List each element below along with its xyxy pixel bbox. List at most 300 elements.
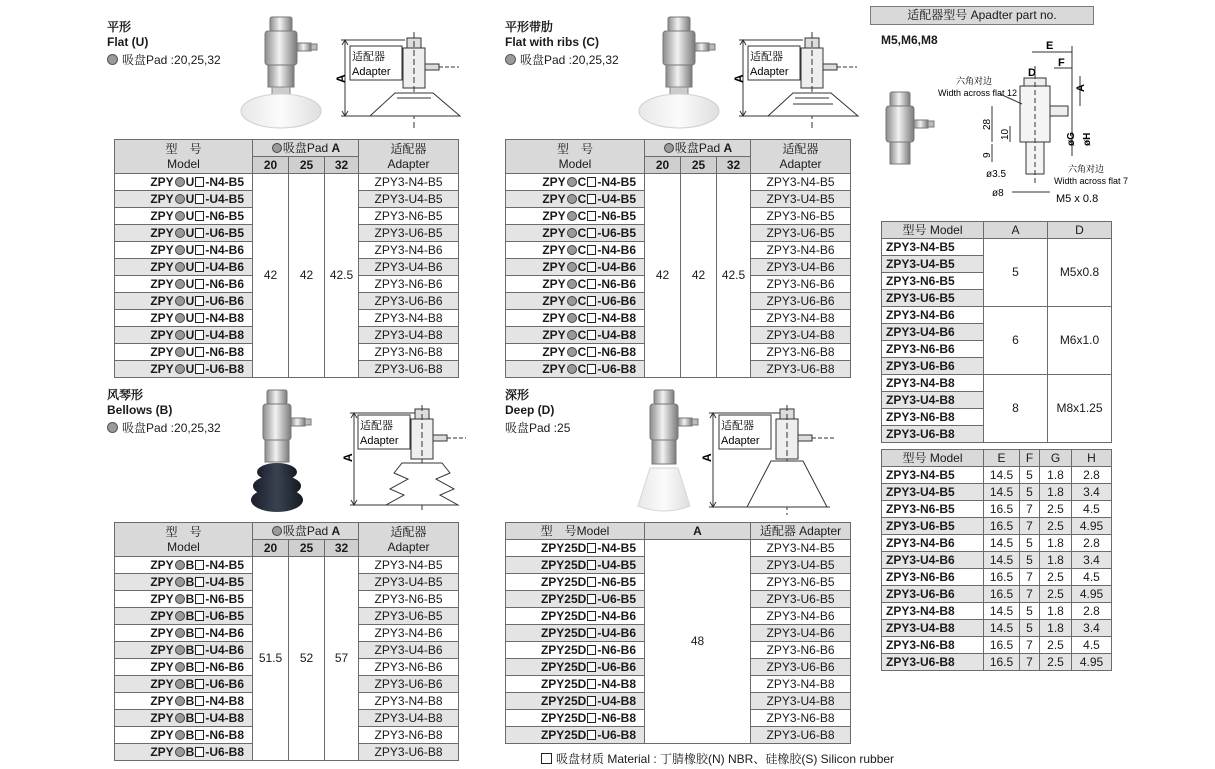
pad-shape-letter: B (185, 744, 195, 759)
table-row (115, 557, 459, 574)
table-row (115, 174, 459, 191)
svg-text:E: E (1046, 40, 1054, 52)
model-prefix: ZPY (150, 710, 174, 725)
table-row (882, 637, 1112, 654)
adapter-cell: ZPY3-N6-B6 (751, 276, 851, 293)
deep-adapter-header: 适配器 Adapter (751, 523, 851, 540)
table-row (882, 501, 1112, 518)
f-cell: 7 (1020, 654, 1040, 671)
bellows-adapter-drawing (340, 405, 470, 515)
deep-title-zh: 深形 (505, 388, 530, 402)
h-cell: 4.95 (1072, 654, 1112, 671)
bellows-spec-table (114, 522, 459, 761)
model-suffix: -U6-B8 (205, 744, 244, 759)
pad-size-dot-icon (175, 594, 185, 604)
adapter-model-cell: ZPY3-N6-B6 (882, 569, 984, 586)
adapter-cell: ZPY3-U6-B6 (751, 659, 851, 676)
adapter-en-label: Adapter (352, 66, 391, 78)
adapter-cell: ZPY3-N6-B5 (359, 591, 459, 608)
model-code-cell (506, 591, 645, 608)
model-suffix: -U6-B6 (205, 293, 244, 308)
adapter-model-cell: ZPY3-U6-B8 (882, 426, 984, 443)
ribs-section-label (505, 20, 619, 68)
pad-size-dot-icon (567, 211, 577, 221)
pad-size-dot-icon (175, 679, 185, 689)
pad-dot-icon (505, 54, 516, 65)
pad-shape-letter: C (577, 344, 587, 359)
model-prefix: ZPY (150, 242, 174, 257)
adapter-model-cell: ZPY3-N4-B5 (882, 239, 984, 256)
pad-a-header: 吸盘Pad A (253, 140, 359, 157)
material-square-icon (587, 543, 596, 553)
flat-cup-photo (232, 15, 337, 130)
e-cell: 14.5 (984, 552, 1020, 569)
model-code-cell (506, 693, 645, 710)
adapter-cell: ZPY3-N6-B8 (359, 727, 459, 744)
flat-adapter-drawing (335, 28, 465, 133)
svg-text:øH: øH (1082, 132, 1093, 146)
model-code-cell (115, 676, 253, 693)
pad-shape-letter: C (577, 191, 587, 206)
dimension-a-label: A (334, 74, 348, 83)
adapter-cell: ZPY3-N4-B6 (751, 608, 851, 625)
material-square-icon (587, 262, 596, 272)
ribs-title-zh: 平形带肋 (505, 20, 554, 34)
adapter-model-cell: ZPY3-N4-B8 (882, 375, 984, 392)
g-cell: 2.5 (1040, 654, 1072, 671)
model-prefix: ZPY (542, 174, 566, 189)
adapter-cell: ZPY3-N4-B6 (359, 242, 459, 259)
pad-shape-letter: U (185, 293, 195, 308)
adapter-model-cell: ZPY3-N4-B5 (882, 467, 984, 484)
pad-shape-letter: U (185, 276, 195, 291)
model-prefix: ZPY25D (540, 642, 587, 657)
pad-shape-letter: C (577, 242, 587, 257)
adapter-model-cell: ZPY3-U4-B5 (882, 484, 984, 501)
model-code-cell (506, 540, 645, 557)
g-cell: 2.5 (1040, 501, 1072, 518)
adapter-a-cell: 5 (984, 239, 1048, 307)
model-code-cell (506, 293, 645, 310)
g-cell: 1.8 (1040, 535, 1072, 552)
model-prefix: ZPY (150, 591, 174, 606)
f-cell: 7 (1020, 569, 1040, 586)
model-prefix: ZPY (542, 276, 566, 291)
adapter-model-cell: ZPY3-U4-B8 (882, 392, 984, 409)
f-cell: 7 (1020, 637, 1040, 654)
model-suffix: -N4-B5 (597, 174, 636, 189)
e-cell: 14.5 (984, 484, 1020, 501)
adapter-cell: ZPY3-N6-B8 (359, 344, 459, 361)
h-cell: 4.5 (1072, 569, 1112, 586)
table-row (882, 239, 1112, 256)
model-code-cell (115, 327, 253, 344)
ad-d-header: D (1048, 222, 1112, 239)
bellows-title-zh: 风琴形 (107, 388, 144, 402)
material-square-icon (587, 730, 596, 740)
a-value-cell: 42 (289, 174, 325, 378)
model-prefix: ZPY (542, 242, 566, 257)
model-suffix: -N4-B5 (205, 557, 244, 572)
adapter-cell: ZPY3-U6-B5 (751, 591, 851, 608)
material-square-icon (195, 177, 204, 187)
model-suffix: -U4-B5 (205, 191, 244, 206)
adapter-d-cell: M5x0.8 (1048, 239, 1112, 307)
svg-text:10: 10 (1000, 128, 1011, 140)
model-prefix: ZPY25D (540, 659, 587, 674)
model-suffix: -N4-B5 (205, 174, 244, 189)
adapter-a-d-table (881, 221, 1112, 443)
material-square-icon (195, 713, 204, 723)
model-suffix: -N6-B6 (597, 642, 636, 657)
material-square-icon (587, 313, 596, 323)
adapter-model-cell: ZPY3-U6-B5 (882, 290, 984, 307)
adapter-zh-label: 适配器 (721, 420, 754, 432)
adapter-en-label: Adapter (750, 66, 789, 78)
model-suffix: -U4-B6 (597, 625, 636, 640)
model-prefix: ZPY (150, 259, 174, 274)
pad-shape-letter: B (185, 591, 195, 606)
pad-shape-letter: C (577, 208, 587, 223)
pad-size-dot-icon (567, 177, 577, 187)
pad-size-dot-icon (175, 177, 185, 187)
model-suffix: -N6-B5 (205, 591, 244, 606)
model-code-cell (506, 225, 645, 242)
h-cell: 3.4 (1072, 484, 1112, 501)
pad-size-25: 25 (289, 157, 325, 174)
model-suffix: -N6-B8 (597, 710, 636, 725)
model-prefix: ZPY (150, 293, 174, 308)
material-square-icon (587, 611, 596, 621)
adapter-thread-sizes: M5,M6,M8 (881, 33, 938, 47)
adapter-cell: ZPY3-U4-B8 (359, 327, 459, 344)
model-suffix: -U6-B8 (597, 727, 636, 742)
model-code-cell (115, 642, 253, 659)
g-cell: 1.8 (1040, 484, 1072, 501)
pad-size-dot-icon (175, 645, 185, 655)
h-cell: 4.95 (1072, 586, 1112, 603)
svg-text:F: F (1058, 57, 1065, 69)
adapter-zh-label: 适配器 (360, 420, 393, 432)
material-square-icon (195, 696, 204, 706)
g-cell: 2.5 (1040, 569, 1072, 586)
model-header-en: Model (167, 156, 200, 171)
svg-text:ø3.5: ø3.5 (986, 169, 1007, 180)
table-row (882, 535, 1112, 552)
model-code-cell (506, 659, 645, 676)
adapter-model-cell: ZPY3-U6-B5 (882, 518, 984, 535)
model-prefix: ZPY (542, 191, 566, 206)
adapter-a-cell: 8 (984, 375, 1048, 443)
pad-shape-letter: B (185, 710, 195, 725)
h-cell: 2.8 (1072, 603, 1112, 620)
adapter-dimension-drawing (930, 36, 1129, 211)
pad-size-dot-icon (175, 713, 185, 723)
deep-a-header: A (645, 523, 751, 540)
f-cell: 7 (1020, 586, 1040, 603)
pad-shape-letter: U (185, 174, 195, 189)
model-prefix: ZPY (150, 642, 174, 657)
adapter-model-cell: ZPY3-N6-B5 (882, 501, 984, 518)
model-suffix: -U4-B5 (597, 191, 636, 206)
pad-shape-letter: B (185, 625, 195, 640)
material-square-icon (195, 662, 204, 672)
adapter-cell: ZPY3-N4-B5 (751, 540, 851, 557)
model-code-cell (506, 259, 645, 276)
svg-text:六角对边: 六角对边 (1068, 164, 1105, 174)
model-prefix: ZPY (542, 225, 566, 240)
pad-shape-letter: B (185, 574, 195, 589)
model-header-zh: 型 号 (165, 524, 202, 539)
pad-size-dot-icon (175, 611, 185, 621)
material-square-icon (195, 364, 204, 374)
ribs-cup-photo (630, 15, 735, 130)
pad-size-dot-icon (175, 313, 185, 323)
pad-shape-letter: B (185, 608, 195, 623)
f-cell: 5 (1020, 535, 1040, 552)
material-square-icon (195, 645, 204, 655)
model-prefix: ZPY (150, 174, 174, 189)
f-cell: 5 (1020, 620, 1040, 637)
pad-shape-letter: U (185, 191, 195, 206)
model-prefix: ZPY (150, 693, 174, 708)
adapter-header-en: Adapter (779, 156, 822, 171)
pad-shape-letter: B (185, 659, 195, 674)
model-suffix: -N6-B5 (597, 208, 636, 223)
material-square-icon (195, 747, 204, 757)
adapter-model-cell: ZPY3-U4-B5 (882, 256, 984, 273)
material-square-icon (195, 730, 204, 740)
pad-size-dot-icon (175, 696, 185, 706)
table-row (882, 603, 1112, 620)
material-square-icon (587, 560, 596, 570)
ribs-spec-table (505, 139, 851, 378)
adapter-cell: ZPY3-N4-B5 (359, 557, 459, 574)
model-prefix: ZPY (150, 659, 174, 674)
model-suffix: -U6-B8 (597, 361, 636, 376)
adapter-model-cell: ZPY3-U4-B8 (882, 620, 984, 637)
model-header-en: Model (558, 156, 592, 171)
adapter-cell: ZPY3-N6-B6 (359, 276, 459, 293)
material-square-icon (587, 347, 596, 357)
model-suffix: -N4-B6 (597, 242, 636, 257)
pad-size-dot-icon (175, 262, 185, 272)
a-value-cell: 48 (645, 540, 751, 744)
h-cell: 4.95 (1072, 518, 1112, 535)
model-suffix: -N4-B8 (205, 693, 244, 708)
adapter-d-cell: M6x1.0 (1048, 307, 1112, 375)
material-square-icon (195, 262, 204, 272)
model-code-cell (115, 191, 253, 208)
adapter-cell: ZPY3-U4-B5 (751, 191, 851, 208)
model-suffix: -N4-B5 (597, 540, 636, 555)
model-prefix: ZPY (542, 310, 566, 325)
material-square-icon (587, 577, 596, 587)
bellows-cup-photo (245, 388, 330, 518)
material-square-icon (195, 211, 204, 221)
adapter-cell: ZPY3-N6-B8 (751, 710, 851, 727)
model-prefix: ZPY (150, 727, 174, 742)
deep-title-en: Deep (D) (505, 403, 555, 417)
flat-spec-table (114, 139, 459, 378)
model-code-cell (115, 208, 253, 225)
e-cell: 14.5 (984, 467, 1020, 484)
model-code-cell (115, 293, 253, 310)
pad-shape-letter: U (185, 327, 195, 342)
pad-shape-letter: U (185, 344, 195, 359)
table-row (882, 307, 1112, 324)
pad-size-dot-icon (175, 577, 185, 587)
pad-size-dot-icon (175, 747, 185, 757)
pad-shape-letter: B (185, 557, 195, 572)
pad-size-32: 32 (325, 157, 359, 174)
model-suffix: -N4-B8 (597, 310, 636, 325)
a-value-cell: 42 (645, 174, 681, 378)
deep-spec-table (505, 522, 851, 744)
pad-shape-letter: B (185, 727, 195, 742)
model-prefix: ZPY (542, 344, 566, 359)
svg-text:A: A (1075, 84, 1087, 92)
e-cell: 14.5 (984, 620, 1020, 637)
model-suffix: -N6-B5 (597, 574, 636, 589)
model-code-cell (506, 344, 645, 361)
model-prefix: ZPY25D (540, 727, 587, 742)
model-code-cell (115, 557, 253, 574)
model-prefix: ZPY (150, 625, 174, 640)
material-square-icon (195, 228, 204, 238)
dimension-a-label: A (732, 74, 746, 83)
material-square-icon (195, 296, 204, 306)
model-suffix: -U4-B8 (205, 327, 244, 342)
flat-pad-sizes: 吸盘Pad :20,25,32 (107, 52, 221, 68)
model-code-cell (115, 276, 253, 293)
material-square-icon (587, 330, 596, 340)
model-suffix: -N4-B8 (597, 676, 636, 691)
table-row (506, 174, 851, 191)
adapter-header-zh: 适配器 (782, 141, 819, 156)
h-cell: 4.5 (1072, 637, 1112, 654)
model-header-en: Model (167, 539, 200, 554)
g-cell: 2.5 (1040, 518, 1072, 535)
table-row (506, 540, 851, 557)
material-square-icon (195, 628, 204, 638)
adapter-cell: ZPY3-U4-B5 (359, 574, 459, 591)
pad-shape-letter: C (577, 225, 587, 240)
pad-shape-letter: U (185, 242, 195, 257)
svg-text:六角对边: 六角对边 (956, 76, 993, 86)
g-cell: 1.8 (1040, 620, 1072, 637)
f-cell: 7 (1020, 518, 1040, 535)
adapter-part-title: 适配器型号 Apadter part no. (870, 6, 1094, 25)
pad-size-dot-icon (567, 330, 577, 340)
model-code-cell (115, 625, 253, 642)
adapter-cell: ZPY3-U6-B8 (751, 361, 851, 378)
adapter-cell: ZPY3-U4-B5 (359, 191, 459, 208)
svg-text:28: 28 (982, 118, 993, 130)
adapter-cell: ZPY3-U6-B8 (359, 744, 459, 761)
model-code-cell (506, 327, 645, 344)
adapter-cell: ZPY3-N6-B5 (751, 208, 851, 225)
model-code-cell (115, 744, 253, 761)
a-value-cell: 42.5 (717, 174, 751, 378)
adapter-cell: ZPY3-U6-B5 (359, 225, 459, 242)
model-suffix: -U4-B6 (205, 259, 244, 274)
f-cell: 7 (1020, 501, 1040, 518)
model-suffix: -U6-B5 (205, 225, 244, 240)
pad-size-20: 20 (253, 540, 289, 557)
adapter-a-cell: 6 (984, 307, 1048, 375)
flat-section-label (107, 20, 221, 68)
flat-title-en: Flat (U) (107, 35, 149, 49)
model-code-cell (506, 625, 645, 642)
pad-size-dot-icon (567, 228, 577, 238)
h-cell: 2.8 (1072, 467, 1112, 484)
adapter-header-en: Adapter (387, 156, 430, 171)
adapter-cell: ZPY3-U4-B8 (359, 710, 459, 727)
adapter-cell: ZPY3-N4-B5 (359, 174, 459, 191)
f-cell: 5 (1020, 484, 1040, 501)
pad-a-header: 吸盘Pad A (645, 140, 751, 157)
svg-text:9: 9 (982, 152, 993, 158)
pad-size-dot-icon (175, 560, 185, 570)
adapter-en-label: Adapter (360, 435, 399, 447)
h-cell: 3.4 (1072, 620, 1112, 637)
pad-dot-icon (664, 143, 674, 153)
model-suffix: -N4-B6 (205, 625, 244, 640)
pad-shape-letter: C (577, 276, 587, 291)
model-code-cell (506, 276, 645, 293)
model-suffix: -N6-B8 (597, 344, 636, 359)
adapter-cell: ZPY3-N6-B5 (751, 574, 851, 591)
e-cell: 16.5 (984, 501, 1020, 518)
material-square-icon (587, 696, 596, 706)
h-cell: 4.5 (1072, 501, 1112, 518)
model-prefix: ZPY (150, 344, 174, 359)
model-prefix: ZPY25D (540, 574, 587, 589)
model-prefix: ZPY (150, 327, 174, 342)
pad-size-dot-icon (175, 211, 185, 221)
pad-dot-icon (107, 422, 118, 433)
adapter-header-en: Adapter (387, 539, 430, 554)
pad-size-dot-icon (567, 296, 577, 306)
model-code-cell (115, 693, 253, 710)
material-square-icon (587, 194, 596, 204)
model-prefix: ZPY (542, 208, 566, 223)
model-prefix: ZPY25D (540, 540, 587, 555)
pad-size-dot-icon (175, 364, 185, 374)
pad-size-dot-icon (175, 347, 185, 357)
pad-shape-letter: C (577, 310, 587, 325)
material-square-icon (195, 194, 204, 204)
model-code-cell (506, 676, 645, 693)
g-cell: 1.8 (1040, 552, 1072, 569)
pad-dot-icon (107, 54, 118, 65)
ribs-pad-sizes: 吸盘Pad :20,25,32 (505, 52, 619, 68)
g-cell: 2.5 (1040, 637, 1072, 654)
e-cell: 14.5 (984, 603, 1020, 620)
a-value-cell: 42.5 (325, 174, 359, 378)
model-prefix: ZPY (150, 608, 174, 623)
efgh-f-header: F (1020, 450, 1040, 467)
model-prefix: ZPY25D (540, 557, 587, 572)
adapter-model-cell: ZPY3-N4-B6 (882, 535, 984, 552)
svg-text:M5 x 0.8: M5 x 0.8 (1056, 193, 1099, 205)
adapter-cell: ZPY3-N6-B5 (359, 208, 459, 225)
model-code-cell (506, 727, 645, 744)
adapter-cell: ZPY3-U4-B6 (751, 259, 851, 276)
material-square-icon (587, 245, 596, 255)
model-code-cell (115, 225, 253, 242)
